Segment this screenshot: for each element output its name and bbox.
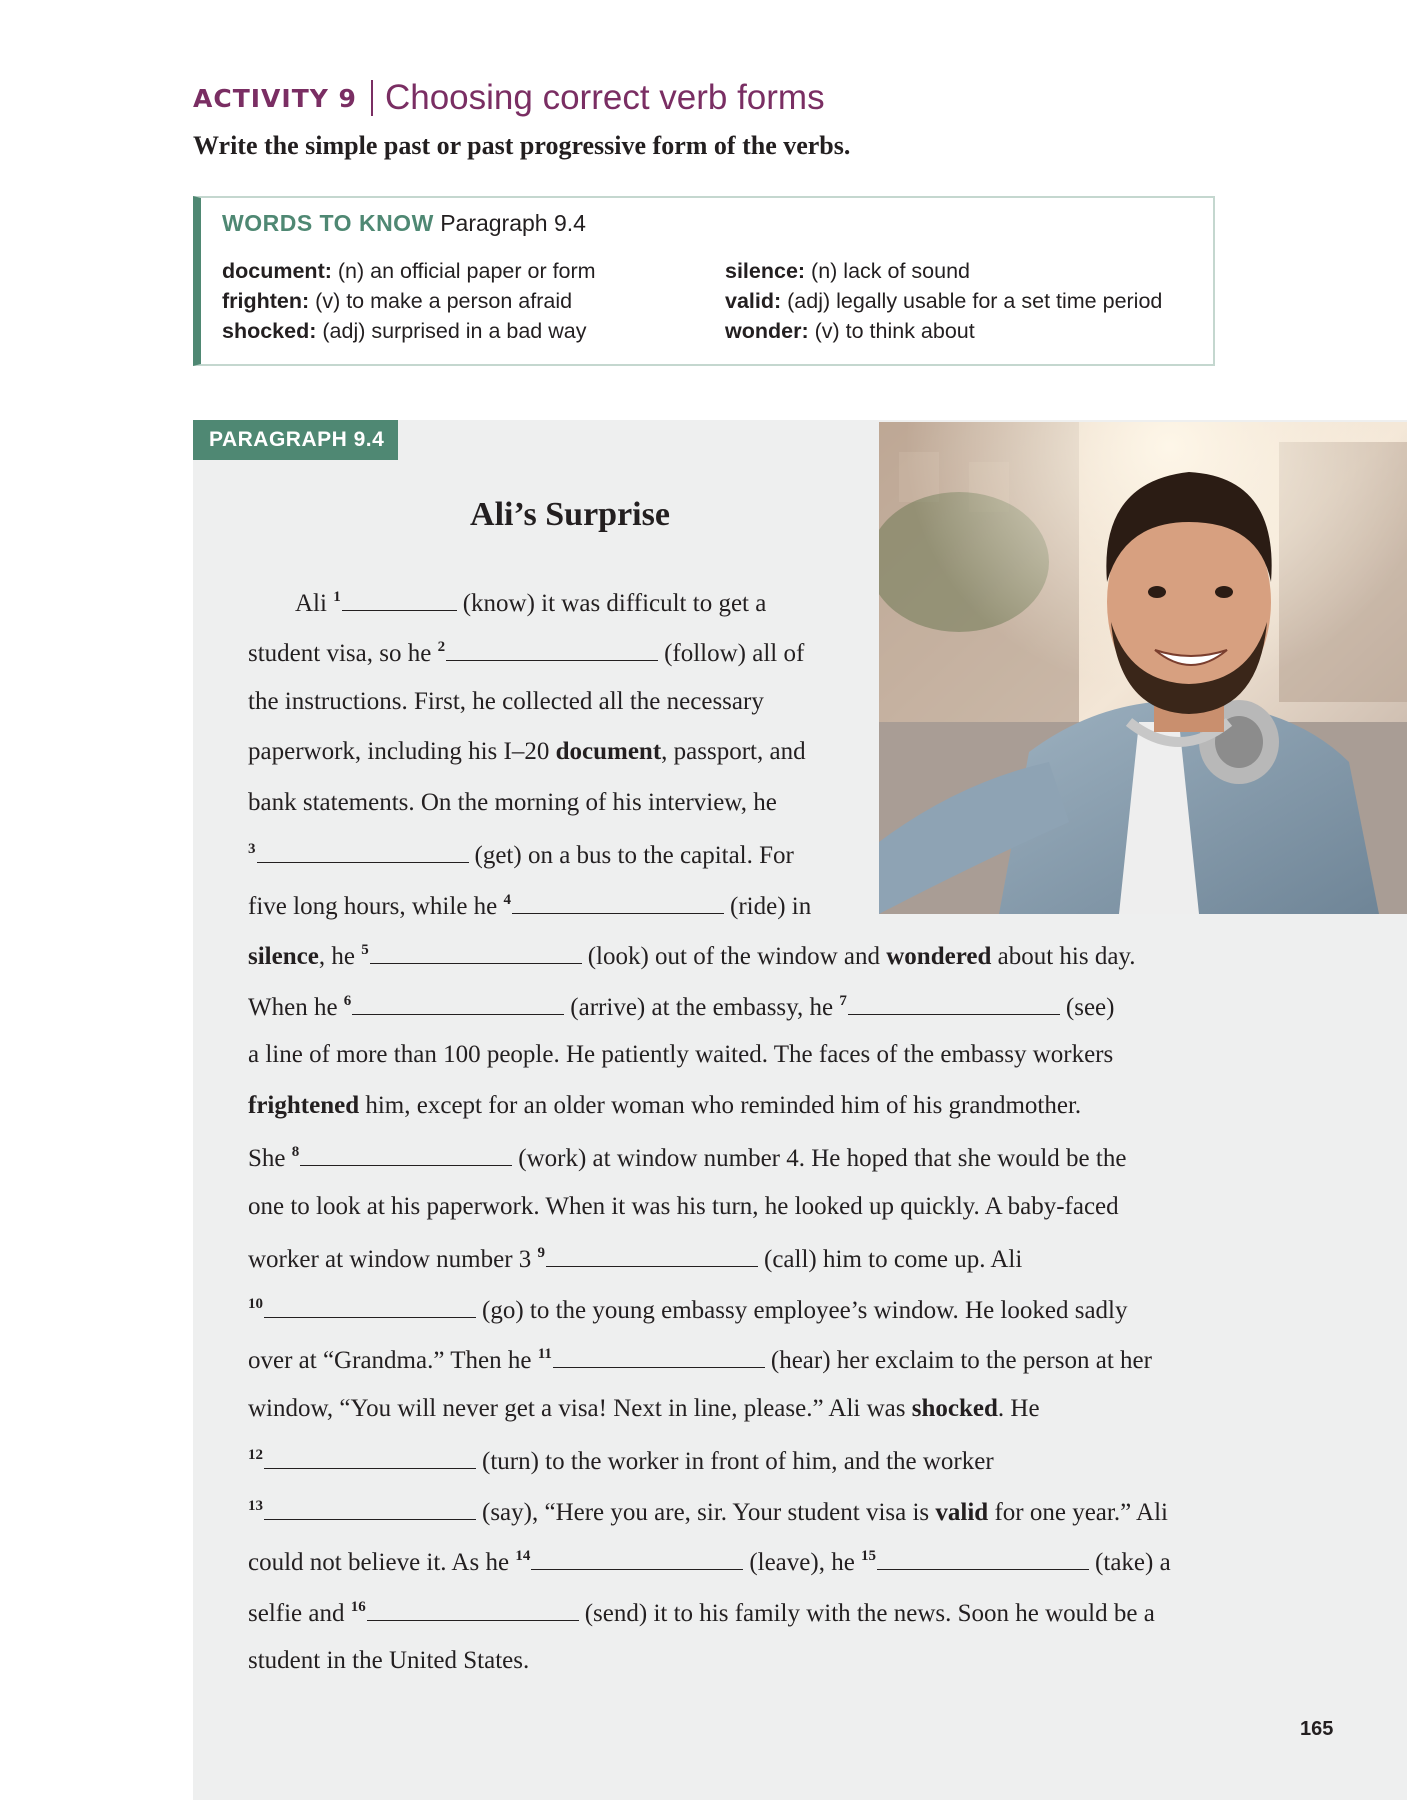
blank-number: 1 [333, 589, 341, 605]
answer-blank-12[interactable] [264, 1442, 476, 1469]
blank-number: 8 [291, 1144, 300, 1160]
header-divider [371, 80, 373, 116]
answer-blank-5[interactable] [370, 937, 582, 964]
selfie-photo [879, 422, 1407, 914]
answer-blank-8[interactable] [300, 1139, 512, 1166]
story-line-9: When he $^6$ (arrive) at the embassy, he $^7$ (see) [248, 988, 1114, 1022]
words-to-know-paragraph: Paragraph 9.4 [440, 210, 586, 236]
page-number: 165 [1300, 1718, 1334, 1740]
vocab-word: document [555, 738, 662, 765]
blank-number: 14 [515, 1548, 531, 1564]
answer-blank-13[interactable] [264, 1493, 476, 1520]
story-line-20: could not believe it. As he $^{14}$ (leave), he $^{15}$ (take) a [248, 1543, 1171, 1577]
story-line-1: Ali $^1$ (know) it was difficult to get a [295, 584, 766, 618]
words-to-know-box [193, 196, 1215, 366]
definition-silence: silence: (n) lack of sound [725, 259, 970, 283]
story-line-10: a line of more than 100 people. He patiently waited. The faces of the embassy workers [248, 1041, 1114, 1068]
blank-number: 2 [437, 639, 446, 655]
story-line-3: the instructions. First, he collected all the necessary [248, 688, 764, 715]
activity-header [193, 76, 825, 120]
answer-blank-16[interactable] [367, 1594, 579, 1621]
story-line-21: selfie and $^{16}$ (send) it to his family with the news. Soon he would be a [248, 1594, 1155, 1628]
vocab-word: wondered [886, 943, 992, 970]
vocab-word: shocked [911, 1395, 998, 1422]
blank-number: 16 [350, 1599, 366, 1615]
story-line-17: window, “You will never get a visa! Next in line, please.” Ali was shocked. He [248, 1395, 1040, 1422]
activity-title: Choosing correct verb forms [384, 78, 825, 117]
story-title: Ali’s Surprise [470, 496, 670, 533]
blank-number: 7 [839, 993, 847, 1009]
answer-blank-1[interactable] [342, 584, 457, 611]
story-line-22: student in the United States. [248, 1647, 530, 1674]
answer-blank-11[interactable] [553, 1341, 765, 1368]
answer-blank-15[interactable] [877, 1543, 1089, 1570]
vocab-word: silence [248, 943, 319, 970]
answer-blank-2[interactable] [446, 634, 658, 661]
story-line-12: She $^8$ (work) at window number 4. He hoped that she would be the [248, 1139, 1126, 1173]
answer-blank-9[interactable] [546, 1240, 758, 1267]
activity-label: ACTIVITY 9 [193, 83, 357, 113]
story-line-8: silence, he $^5$ (look) out of the window and wondered about his day. [248, 937, 1136, 971]
definition-wonder: wonder: (v) to think about [725, 319, 975, 343]
definitions-right [725, 256, 1162, 346]
answer-blank-7[interactable] [848, 988, 1060, 1015]
story-line-14: worker at window number 3 $^9$ (call) him to come up. Ali [248, 1240, 1022, 1274]
story-line-16: over at “Grandma.” Then he $^{11}$ (hear) her exclaim to the person at her [248, 1341, 1152, 1375]
definition-shocked: shocked: (adj) surprised in a bad way [222, 319, 587, 343]
words-to-know-header [222, 210, 586, 237]
blank-number: 15 [861, 1548, 877, 1564]
definition-document: document: (n) an official paper or form [222, 259, 596, 283]
blank-number: 5 [361, 942, 369, 958]
words-to-know-label: WORDS TO KNOW [222, 210, 434, 236]
answer-blank-14[interactable] [531, 1543, 743, 1570]
vocab-word: frightened [248, 1092, 360, 1119]
blank-number: 13 [248, 1498, 263, 1514]
blank-number: 10 [248, 1296, 263, 1312]
blank-number: 11 [537, 1346, 552, 1362]
definition-frighten: frighten: (v) to make a person afraid [222, 289, 573, 313]
answer-blank-4[interactable] [512, 887, 724, 914]
vocab-word: valid [935, 1499, 989, 1526]
definition-valid: valid: (adj) legally usable for a set time period [725, 289, 1163, 313]
blank-number: 6 [343, 993, 352, 1009]
answer-blank-6[interactable] [352, 988, 564, 1015]
blank-number: 12 [248, 1447, 263, 1463]
answer-blank-10[interactable] [264, 1291, 476, 1318]
instructions: Write the simple past or past progressive form of the verbs. [193, 131, 851, 160]
blank-number: 4 [503, 892, 512, 908]
blank-number: 3 [248, 841, 256, 857]
story-line-7: five long hours, while he $^4$ (ride) in [248, 887, 811, 921]
story-line-19: $^{13}$ (say), “Here you are, sir. Your student visa is valid for one year.” Ali [248, 1493, 1168, 1527]
story-line-4: paperwork, including his I–20 document, passport, and [248, 738, 806, 765]
story-line-6: $^3$ (get) on a bus to the capital. For [248, 836, 794, 870]
definitions-left [222, 256, 596, 346]
story-line-15: $^{10}$ (go) to the young embassy employee’s window. He looked sadly [248, 1291, 1127, 1325]
blank-number: 9 [537, 1245, 546, 1261]
selfie-illustration [879, 422, 1407, 914]
story-line-5: bank statements. On the morning of his interview, he [248, 789, 777, 816]
story-line-11: frightened him, except for an older woman who reminded him of his grandmother. [248, 1092, 1082, 1119]
paragraph-tab: PARAGRAPH 9.4 [193, 420, 398, 460]
answer-blank-3[interactable] [257, 836, 469, 863]
story-line-13: one to look at his paperwork. When it was his turn, he looked up quickly. A baby-faced [248, 1193, 1119, 1220]
story-line-18: $^{12}$ (turn) to the worker in front of him, and the worker [248, 1442, 994, 1476]
story-line-2: student visa, so he $^2$ (follow) all of [248, 634, 804, 668]
